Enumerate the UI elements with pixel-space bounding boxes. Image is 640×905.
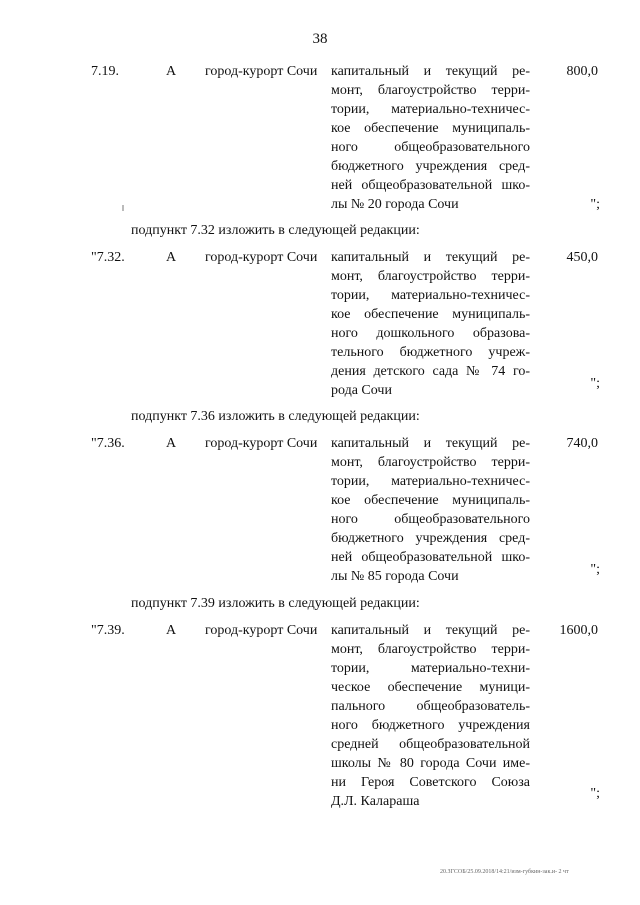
description-line: тории, материально-техни- <box>331 661 530 676</box>
description-line: ного бюджетного учреждения <box>331 718 530 733</box>
item-number: 7.19. <box>91 64 119 79</box>
item-description <box>331 248 530 400</box>
description-line: монт, благоустройство терри- <box>331 83 530 98</box>
item-category: А <box>166 250 177 265</box>
instruction-text: подпункт 7.32 изложить в следующей редакции: <box>131 223 420 238</box>
description-line: капитальный и текущий ре- <box>331 623 530 638</box>
description-line: ческое обеспечение муници- <box>331 680 530 695</box>
description-line: дения детского сада № 74 го- <box>331 364 530 379</box>
description-line: лы № 20 города Сочи <box>331 197 459 212</box>
item-category: А <box>166 436 177 451</box>
description-line: кое обеспечение муниципаль- <box>331 307 530 322</box>
description-line: Д.Л. Калараша <box>331 794 420 809</box>
description-line: капитальный и текущий ре- <box>331 436 530 451</box>
item-category: А <box>166 64 177 79</box>
item-number: "7.32. <box>91 250 125 265</box>
closing-quote: "; <box>590 786 600 801</box>
instruction-text: подпункт 7.39 изложить в следующей редакции: <box>131 596 420 611</box>
description-line: ней общеобразовательной шко- <box>331 550 530 565</box>
item-number: "7.39. <box>91 623 125 638</box>
item-amount: 800,0 <box>566 64 598 79</box>
table-row <box>0 434 640 586</box>
instruction-text: подпункт 7.36 изложить в следующей редакции: <box>131 409 420 424</box>
closing-quote: "; <box>590 376 600 391</box>
description-line: монт, благоустройство терри- <box>331 642 530 657</box>
item-municipality: город-курорт Сочи <box>205 436 318 451</box>
item-amount: 740,0 <box>566 436 598 451</box>
table-row <box>0 621 640 811</box>
description-line: школы № 80 города Сочи име- <box>331 756 530 771</box>
closing-quote: "; <box>590 562 600 577</box>
description-line: тории, материально-техничес- <box>331 474 530 489</box>
closing-quote: "; <box>590 197 600 212</box>
item-amount: 450,0 <box>566 250 598 265</box>
description-line: тории, материально-техничес- <box>331 288 530 303</box>
description-line: бюджетного учреждения сред- <box>331 159 530 174</box>
description-line: тельного бюджетного учреж- <box>331 345 530 360</box>
item-amount: 1600,0 <box>559 623 598 638</box>
item-municipality: город-курорт Сочи <box>205 250 318 265</box>
description-line: ного общеобразовательного <box>331 140 530 155</box>
description-line: кое обеспечение муниципаль- <box>331 121 530 136</box>
scan-speck <box>122 205 124 211</box>
description-line: капитальный и текущий ре- <box>331 250 530 265</box>
description-line: бюджетного учреждения сред- <box>331 531 530 546</box>
description-line: монт, благоустройство терри- <box>331 269 530 284</box>
table-row <box>0 248 640 400</box>
item-municipality: город-курорт Сочи <box>205 623 318 638</box>
item-municipality: город-курорт Сочи <box>205 64 318 79</box>
item-description <box>331 621 530 811</box>
description-line: ного общеобразовательного <box>331 512 530 527</box>
item-number: "7.36. <box>91 436 125 451</box>
description-line: пального общеобразователь- <box>331 699 530 714</box>
description-line: ни Героя Советского Союза <box>331 775 530 790</box>
page-number: 38 <box>312 31 328 47</box>
description-line: ного дошкольного образова- <box>331 326 530 341</box>
footer-stamp: 20.ЗГСОБ/25.09.2018/14:21/изм-губкин-зак.и- 2 чт <box>440 869 569 875</box>
description-line: монт, благоустройство терри- <box>331 455 530 470</box>
description-line: рода Сочи <box>331 383 392 398</box>
description-line: кое обеспечение муниципаль- <box>331 493 530 508</box>
description-line: капитальный и текущий ре- <box>331 64 530 79</box>
description-line: тории, материально-техничес- <box>331 102 530 117</box>
description-line: ней общеобразовательной шко- <box>331 178 530 193</box>
table-row <box>0 62 640 214</box>
item-description <box>331 62 530 214</box>
description-line: лы № 85 города Сочи <box>331 569 459 584</box>
description-line: средней общеобразовательной <box>331 737 530 752</box>
item-description <box>331 434 530 586</box>
item-category: А <box>166 623 177 638</box>
